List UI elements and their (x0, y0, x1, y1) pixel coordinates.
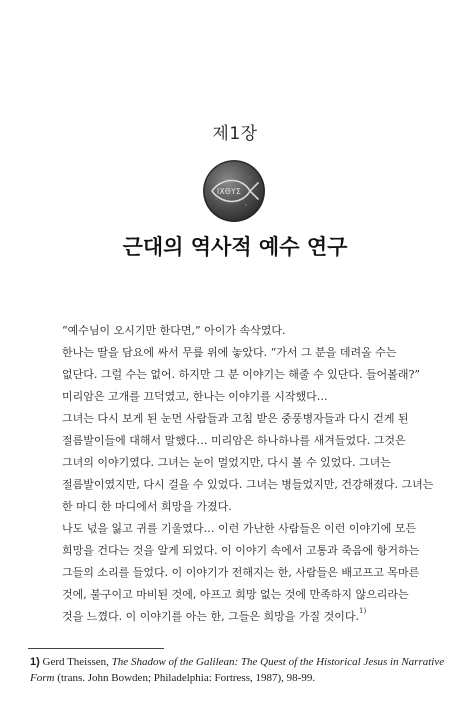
footnote-book-title-cont: Form (30, 672, 55, 684)
paragraph-line: 나도 넋을 잃고 귀를 기울였다… 이런 가난한 사람들은 이런 이야기에 모든 (62, 522, 417, 535)
paragraph-line: 그녀의 이야기였다. 그녀는 눈이 멀었지만, 다시 볼 수 있었다. 그녀는 (62, 456, 391, 469)
footnote (30, 654, 450, 686)
paragraph-line: 없단다. 그럴 수는 없어. 하지만 그 분 이야기는 해줄 수 있단다. 들어볼래?” (62, 368, 420, 381)
footnote-reference[interactable]: 1) (358, 607, 367, 615)
paragraph-line-last (62, 606, 438, 628)
paragraph-line: 미리암은 고개를 끄덕였고, 한나는 이야기를 시작했다… (62, 390, 328, 403)
body-text (62, 320, 438, 628)
emblem-lettering: ΙΧΘΥΣ (216, 187, 242, 196)
footnote-publication: (trans. John Bowden; Philadelphia: Fortress, 1987), 98-99. (57, 672, 316, 684)
paragraph-line: 그녀는 다시 보게 된 눈먼 사람들과 고침 받은 중풍병자들과 다시 걷게 된 (62, 412, 409, 425)
paragraph-line: 그들의 소리를 들었다. 이 이야기가 전해지는 한, 사람들은 배고프고 목마른 (62, 566, 420, 579)
footnote-book-title: The Shadow of the Galilean: The Quest of the Historical Jesus in Narrative (111, 656, 445, 668)
paragraph-line: 한 마디 한 마디에서 희망을 가졌다. (62, 500, 232, 513)
paragraph-line: 한나는 딸을 담요에 싸서 무릎 위에 놓았다. “가서 그 분을 데려올 수는 (62, 346, 397, 359)
footnote-number: 1) (30, 656, 40, 668)
chapter-title: 근대의 역사적 예수 연구 (122, 235, 348, 259)
footnote-divider (28, 648, 164, 649)
paragraph-line: 것에, 불구이고 마비된 것에, 아프고 희망 없는 것에 만족하지 않으리라는 (62, 588, 409, 601)
paragraph-line: “예수님이 오시기만 한다면,” 아이가 속삭였다. (62, 324, 286, 337)
paragraph-line: 것을 느꼈다. 이 이야기를 아는 한, 그들은 희망을 가질 것이다. (62, 610, 359, 623)
paragraph-line: 절름발이들에 대해서 말했다… 미리암은 하나하나를 새겨들었다. 그것은 (62, 434, 406, 447)
ichthys-coin-emblem (202, 159, 266, 223)
paragraph-line: 희망을 건다는 것을 알게 되었다. 이 이야기 속에서 고통과 죽음에 항거하는 (62, 544, 420, 557)
paragraph-line: 절름발이였지만, 다시 걸을 수 있었다. 그녀는 병들었지만, 건강해졌다. 그녀는 (62, 478, 434, 491)
chapter-number: 제1장 (212, 124, 258, 144)
footnote-author: Gerd Theissen, (42, 656, 109, 668)
